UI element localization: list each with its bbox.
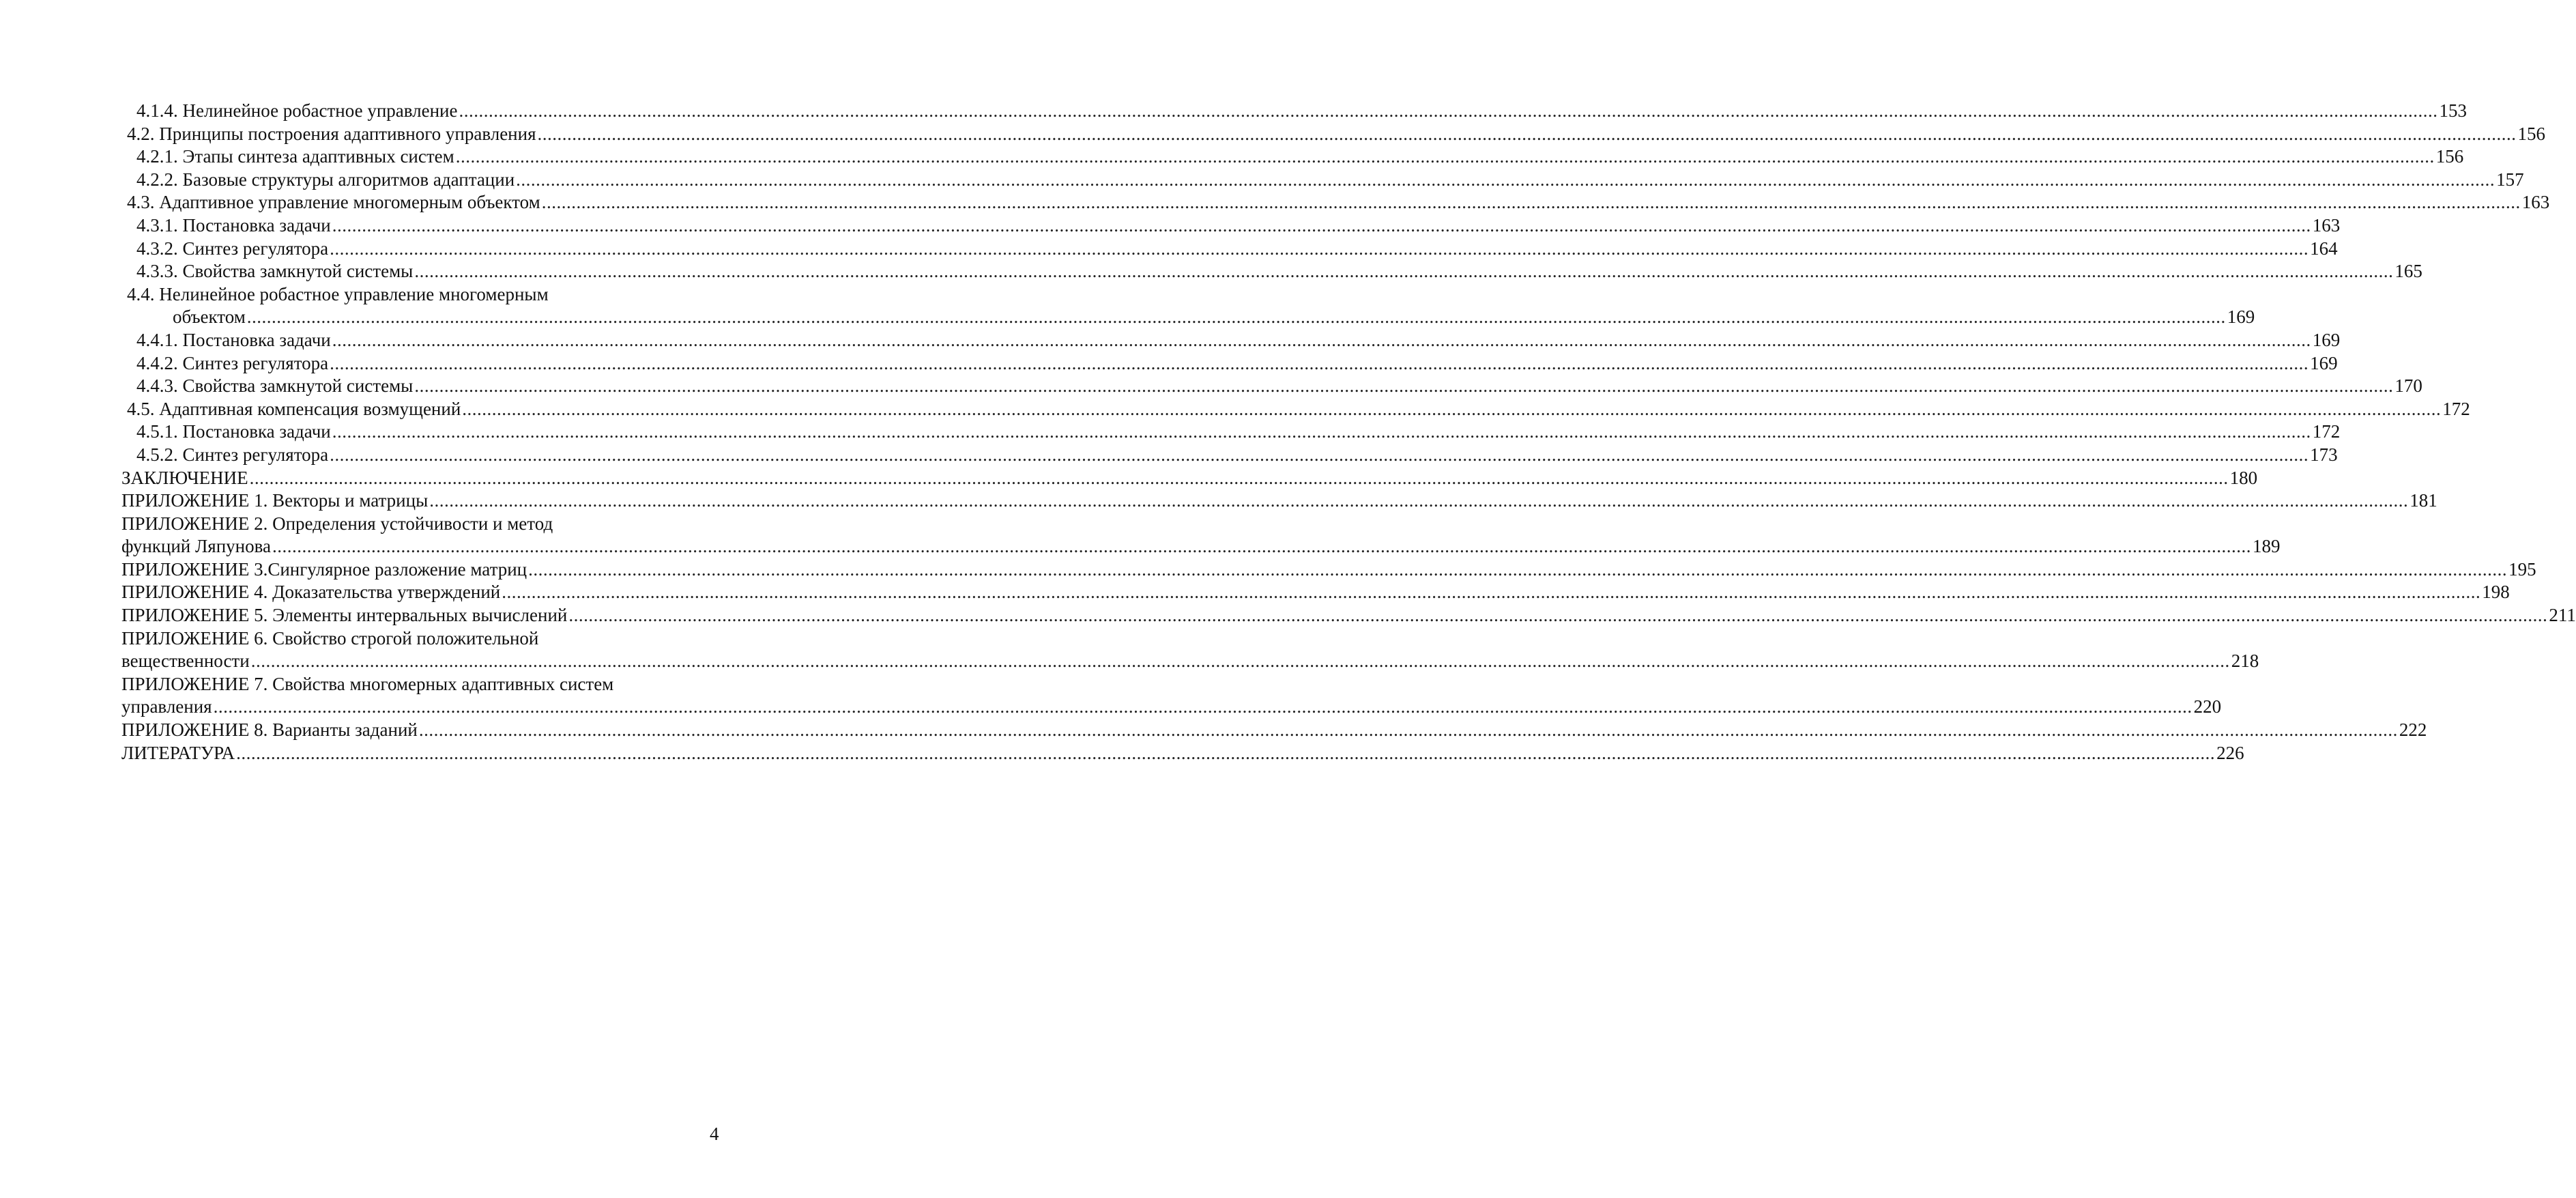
toc-dot-leader: ................................................................................................................................................................................................................................................................................................................................................................................................................ (213, 696, 2193, 717)
toc-entry-page: 222 (2399, 719, 2427, 741)
toc-entry-line (136, 238, 2338, 261)
toc-entry-line (121, 489, 2437, 513)
toc-entry-line (136, 260, 2422, 283)
toc-dot-leader: ................................................................................................................................................................................................................................................................................................................................................................................................................ (528, 558, 2508, 580)
toc-entry-page: 172 (2312, 421, 2341, 442)
toc-entry-title: 4.5.1. Постановка задачи (136, 421, 331, 442)
toc-dot-leader: ................................................................................................................................................................................................................................................................................................................................................................................................................ (516, 169, 2495, 190)
toc-dot-leader: ................................................................................................................................................................................................................................................................................................................................................................................................................ (541, 192, 2521, 213)
toc-entry-page: 163 (2521, 192, 2550, 213)
toc-entry (121, 719, 2427, 742)
toc-dot-leader: ................................................................................................................................................................................................................................................................................................................................................................................................................ (459, 100, 2438, 121)
toc-entry (121, 214, 2341, 238)
toc-entry-title: функций Ляпунова (121, 536, 271, 557)
toc-entry-page: 156 (2435, 146, 2464, 167)
toc-entry-title: 4.1.4. Нелинейное робастное управление (136, 100, 458, 121)
toc-entry-title: 4.2.2. Базовые структуры алгоритмов адаптации (136, 169, 515, 190)
toc-entry-line (121, 604, 2576, 627)
toc-entry-page: 180 (2229, 467, 2258, 488)
toc-entry-page: 218 (2231, 651, 2259, 672)
toc-dot-leader: ................................................................................................................................................................................................................................................................................................................................................................................................................ (332, 421, 2311, 442)
toc-entry-page: 226 (2216, 742, 2244, 763)
toc-entry-line (121, 535, 2281, 558)
toc-entry-line (136, 145, 2464, 169)
toc-dot-leader: ................................................................................................................................................................................................................................................................................................................................................................................................................ (462, 398, 2442, 419)
toc-dot-leader: ................................................................................................................................................................................................................................................................................................................................................................................................................ (418, 719, 2398, 741)
toc-entry-page: 164 (2310, 238, 2338, 259)
toc-entry-title: ПРИЛОЖЕНИЕ 1. Векторы и матрицы (121, 490, 429, 511)
toc-dot-leader: ................................................................................................................................................................................................................................................................................................................................................................................................................ (272, 536, 2251, 557)
toc-entry-title: вещественности (121, 651, 250, 672)
toc-entry-line (173, 306, 2255, 329)
toc-entry-page: 172 (2442, 398, 2470, 419)
toc-entry-page: 156 (2517, 123, 2545, 144)
toc-entry-line (136, 420, 2341, 444)
toc-entry (121, 100, 2467, 123)
toc-entry-title: 4.4.2. Синтез регулятора (136, 352, 329, 373)
toc-entry (121, 329, 2341, 352)
toc-entry-title: ПРИЛОЖЕНИЕ 3.Сингулярное разложение матриц (121, 558, 527, 580)
toc-entry-title: ЛИТЕРАТУРА (121, 742, 235, 763)
toc-entry (121, 123, 2545, 146)
toc-entry (121, 145, 2464, 169)
toc-entry-line (136, 375, 2422, 398)
toc-entry (121, 169, 2524, 192)
toc-dot-leader: ................................................................................................................................................................................................................................................................................................................................................................................................................ (330, 352, 2309, 373)
toc-entry (121, 444, 2338, 467)
toc-entry-page: 181 (2409, 490, 2437, 511)
toc-entry (121, 604, 2576, 627)
toc-entry (121, 696, 2222, 719)
toc-entry-title: ПРИЛОЖЕНИЕ 6. Свойство строгой положительной (121, 627, 539, 648)
toc-entry (121, 581, 2510, 604)
toc-entry-line (136, 100, 2467, 123)
toc-entry-page: 163 (2312, 214, 2341, 236)
toc-entry-title: ПРИЛОЖЕНИЕ 7. Свойства многомерных адаптивных систем (121, 673, 614, 694)
toc-entry-title: 4.5.2. Синтез регулятора (136, 444, 329, 465)
toc-entry-page: 169 (2310, 352, 2338, 373)
toc-entry-line (121, 581, 2510, 604)
toc-entry-line (136, 214, 2341, 238)
table-of-contents (121, 100, 2576, 765)
toc-entry-line (121, 650, 2259, 673)
toc-dot-leader: ................................................................................................................................................................................................................................................................................................................................................................................................................ (250, 651, 2230, 672)
toc-entry-line (136, 352, 2338, 375)
toc-entry (121, 650, 2259, 673)
toc-dot-leader: ................................................................................................................................................................................................................................................................................................................................................................................................................ (414, 375, 2394, 397)
toc-dot-leader: ................................................................................................................................................................................................................................................................................................................................................................................................................ (502, 582, 2481, 603)
toc-entry-line (136, 444, 2338, 467)
toc-entry (121, 535, 2281, 558)
toc-dot-leader: ................................................................................................................................................................................................................................................................................................................................................................................................................ (568, 605, 2548, 626)
toc-entry (121, 191, 2550, 214)
toc-entry-line (121, 742, 2244, 765)
toc-entry-page: 153 (2439, 100, 2467, 121)
toc-dot-leader: ................................................................................................................................................................................................................................................................................................................................................................................................................ (429, 490, 2409, 511)
toc-entry-title: 4.2.1. Этапы синтеза адаптивных систем (136, 146, 454, 167)
toc-entry-title: ПРИЛОЖЕНИЕ 5. Элементы интервальных вычислений (121, 605, 568, 626)
toc-entry (121, 513, 727, 536)
toc-entry-title: управления (121, 696, 212, 717)
toc-entry-line (127, 398, 2470, 421)
toc-entry-line (136, 169, 2524, 192)
toc-dot-leader: ................................................................................................................................................................................................................................................................................................................................................................................................................ (246, 306, 2226, 328)
toc-entry-title: ЗАКЛЮЧЕНИЕ (121, 467, 248, 488)
toc-entry-page: 169 (2312, 329, 2341, 350)
toc-entry (121, 260, 2422, 283)
toc-entry-line (121, 719, 2427, 742)
toc-dot-leader: ................................................................................................................................................................................................................................................................................................................................................................................................................ (414, 261, 2394, 282)
toc-entry-title: 4.3.3. Свойства замкнутой системы (136, 261, 414, 282)
toc-entry-title: 4.2. Принципы построения адаптивного управления (127, 123, 536, 144)
toc-entry (121, 742, 2244, 765)
toc-entry (121, 627, 727, 651)
toc-entry-line (121, 558, 2536, 582)
toc-entry-page: 220 (2193, 696, 2222, 717)
toc-dot-leader: ................................................................................................................................................................................................................................................................................................................................................................................................................ (332, 214, 2311, 236)
toc-entry-page: 198 (2482, 582, 2510, 603)
toc-dot-leader: ................................................................................................................................................................................................................................................................................................................................................................................................................ (330, 444, 2309, 465)
toc-entry-title: 4.3.2. Синтез регулятора (136, 238, 329, 259)
toc-entry-title: 4.4.1. Постановка задачи (136, 329, 331, 350)
toc-entry-page: 195 (2508, 558, 2536, 580)
toc-entry (121, 283, 727, 306)
toc-entry-page: 211 (2549, 605, 2576, 626)
toc-dot-leader: ................................................................................................................................................................................................................................................................................................................................................................................................................ (537, 123, 2517, 144)
toc-entry (121, 238, 2338, 261)
toc-dot-leader: ................................................................................................................................................................................................................................................................................................................................................................................................................ (455, 146, 2435, 167)
toc-entry-page: 189 (2253, 536, 2281, 557)
toc-entry-title: 4.4. Нелинейное робастное управление многомерным (127, 283, 549, 304)
page-number: 4 (710, 1124, 719, 1144)
toc-entry (121, 673, 727, 696)
toc-entry (121, 489, 2437, 513)
toc-dot-leader: ................................................................................................................................................................................................................................................................................................................................................................................................................ (332, 329, 2311, 350)
toc-entry-page: 157 (2496, 169, 2524, 190)
toc-dot-leader: ................................................................................................................................................................................................................................................................................................................................................................................................................ (249, 467, 2229, 488)
toc-entry-title: 4.5. Адаптивная компенсация возмущений (127, 398, 461, 419)
toc-entry (121, 467, 2258, 490)
toc-entry (121, 398, 2470, 421)
toc-entry-line (127, 191, 2550, 214)
toc-entry (121, 420, 2341, 444)
toc-dot-leader: ................................................................................................................................................................................................................................................................................................................................................................................................................ (236, 742, 2216, 763)
toc-entry-title: 4.3. Адаптивное управление многомерным объектом (127, 192, 540, 213)
toc-entry (121, 558, 2536, 582)
toc-entry-title: ПРИЛОЖЕНИЕ 4. Доказательства утверждений (121, 582, 501, 603)
toc-entry-line (121, 467, 2258, 490)
toc-entry-line (121, 696, 2222, 719)
toc-entry-title: объектом (173, 306, 246, 328)
toc-entry-title: 4.4.3. Свойства замкнутой системы (136, 375, 414, 397)
toc-entry-page: 165 (2394, 261, 2422, 282)
toc-entry (121, 306, 2255, 329)
toc-entry-page: 170 (2394, 375, 2422, 397)
toc-entry (121, 352, 2338, 375)
toc-entry-title: 4.3.1. Постановка задачи (136, 214, 331, 236)
toc-dot-leader: ................................................................................................................................................................................................................................................................................................................................................................................................................ (330, 238, 2309, 259)
toc-entry-line (127, 123, 2545, 146)
toc-entry-page: 173 (2310, 444, 2338, 465)
toc-entry-title: ПРИЛОЖЕНИЕ 8. Варианты заданий (121, 719, 418, 741)
toc-entry-title: ПРИЛОЖЕНИЕ 2. Определения устойчивости и метод (121, 513, 553, 534)
toc-entry-line (136, 329, 2341, 352)
toc-entry-page: 169 (2227, 306, 2255, 328)
toc-entry (121, 375, 2422, 398)
